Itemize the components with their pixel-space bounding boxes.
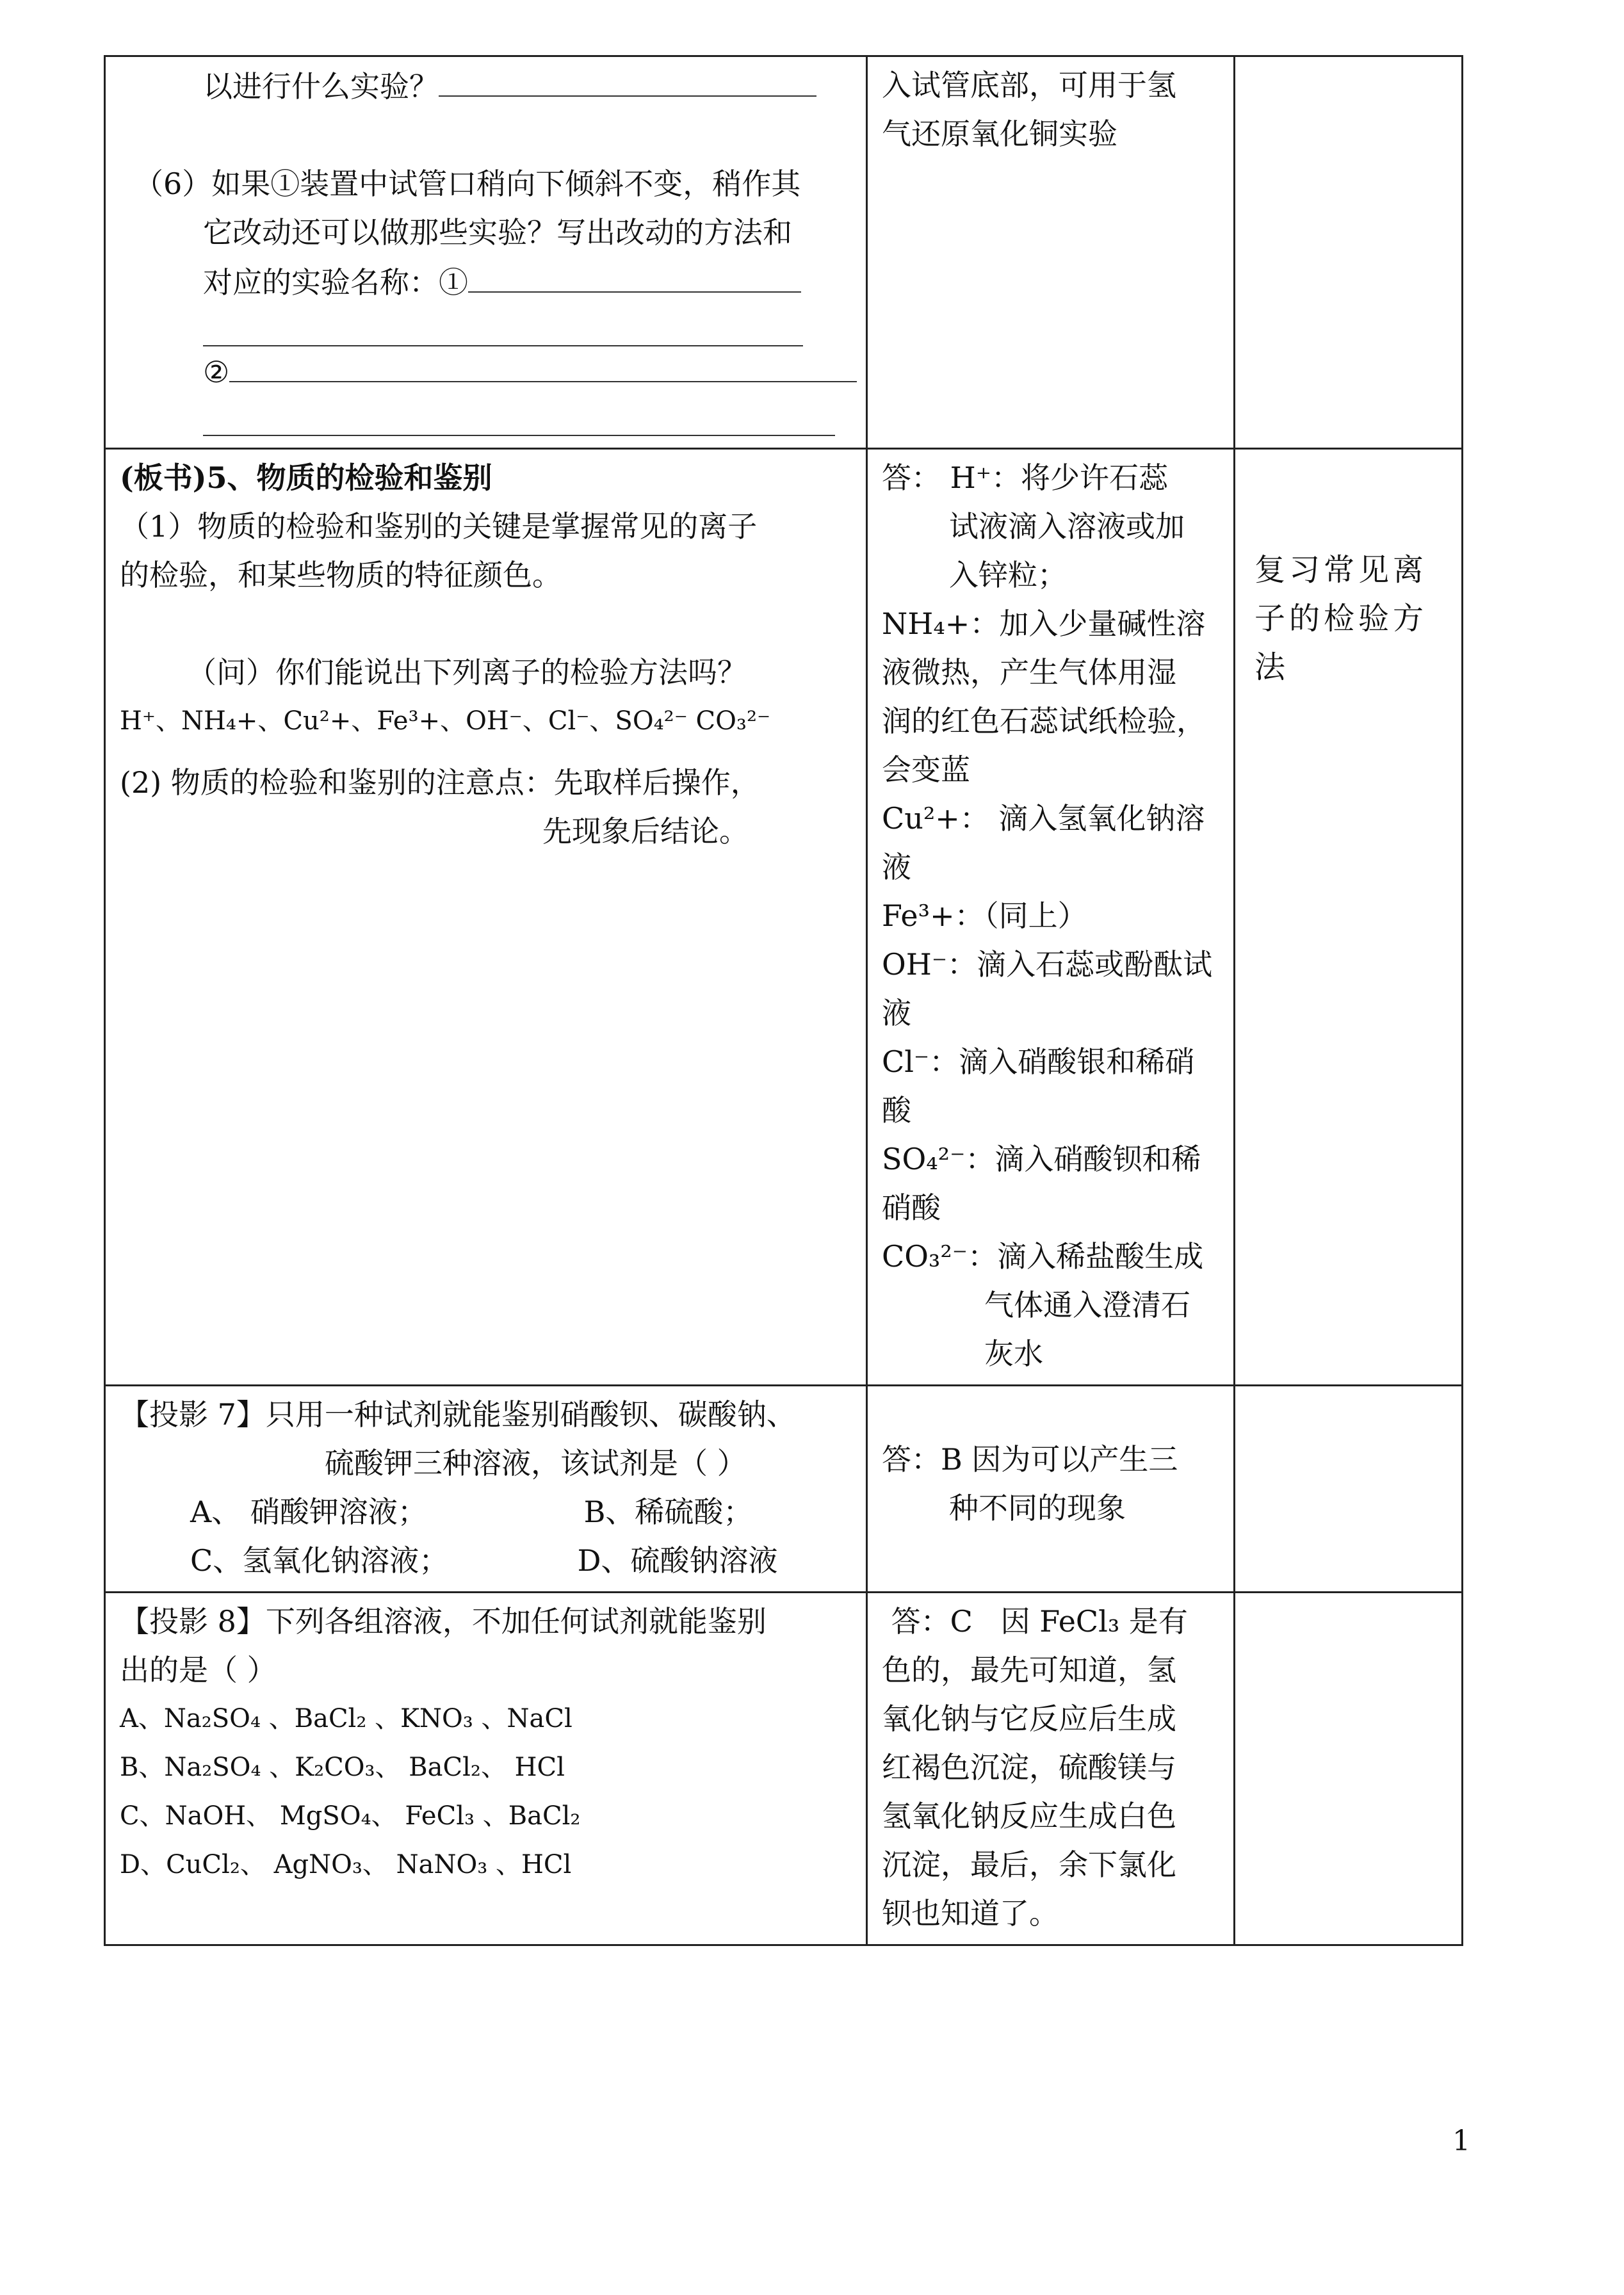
answer-text: 硝酸 (882, 1190, 941, 1225)
answer-text: 灰水 (984, 1336, 1043, 1371)
answer-blank (203, 396, 835, 436)
section-heading: (板书)5、物质的检验和鉴别 (120, 460, 492, 495)
question-text: ② (203, 355, 230, 389)
body-text: （1）物质的检验和鉴别的关键是掌握常见的离子 (120, 509, 758, 544)
answer-text: 会变蓝 (882, 752, 970, 787)
option-b: B、Na₂SO₄ 、K₂CO₃、 BaCl₂、 HCl (120, 1753, 565, 1782)
answer-text: 答：C 因 FeCl₃ 是有 (882, 1604, 1188, 1639)
teacher-activity-cell (105, 56, 867, 449)
answer-text: 钡也知道了。 (882, 1896, 1059, 1931)
body-text: (2) 物质的检验和鉴别的注意点：先取样后操作， (120, 765, 760, 800)
answer-text: 色的，最先可知道，氢 (882, 1653, 1176, 1687)
question-text: （6）如果①装置中试管口稍向下倾斜不变，稍作其 (134, 166, 801, 201)
student-activity-cell (867, 449, 1235, 1386)
design-intent-cell (1235, 449, 1463, 1386)
answer-text: 酸 (882, 1093, 911, 1128)
option-c: C、NaOH、 MgSO₄、 FeCl₃ 、BaCl₂ (120, 1801, 581, 1831)
option-a: A、 硝酸钾溶液； (190, 1495, 427, 1529)
intent-text: 法 (1255, 649, 1290, 685)
ion-list: H⁺、NH₄+、Cu²+、Fe³+、OH⁻、Cl⁻、SO₄²⁻ CO₃²⁻ (120, 706, 771, 736)
body-text: 先现象后结论。 (542, 814, 749, 848)
teacher-activity-cell (105, 1593, 867, 1945)
option-d: D、硫酸钠溶液 (577, 1543, 778, 1578)
option-d: D、CuCl₂、 AgNO₃、 NaNO₃ 、HCl (120, 1850, 572, 1879)
answer-text: 红褐色沉淀，硫酸镁与 (882, 1750, 1176, 1785)
intent-text: 子的检验方 (1255, 601, 1428, 637)
answer-text: Cu²+： 滴入氢氧化钠溶 (882, 801, 1205, 836)
answer-text: Cl⁻：滴入硝酸银和稀硝 (882, 1044, 1195, 1079)
option-b: B、稀硫酸； (583, 1495, 753, 1529)
answer-text: 氢氧化钠反应生成白色 (882, 1799, 1176, 1833)
answer-text: 答：B 因为可以产生三 (882, 1442, 1178, 1477)
student-activity-cell (867, 1593, 1235, 1945)
teacher-activity-cell (105, 449, 867, 1386)
answer-text: NH₄+：加入少量碱性溶 (882, 606, 1206, 641)
student-activity-cell (867, 56, 1235, 449)
answer-text: 液微热，产生气体用湿 (882, 655, 1176, 690)
answer-text: SO₄²⁻：滴入硝酸钡和稀 (882, 1142, 1201, 1176)
question-text: 硫酸钾三种溶液，该试剂是（ ） (325, 1446, 747, 1480)
answer-text: 氧化钠与它反应后生成 (882, 1701, 1176, 1736)
table-row (105, 56, 1463, 449)
answer-text: 入锌粒； (949, 558, 1067, 592)
answer-text: 答： H⁺：将少许石蕊 (882, 460, 1169, 495)
answer-text: 润的红色石蕊试纸检验， (882, 704, 1206, 738)
answer-blank (203, 307, 803, 346)
question-text: （问）你们能说出下列离子的检验方法吗？ (187, 655, 747, 690)
table-row (105, 449, 1463, 1386)
answer-text: Fe³+：（同上） (882, 898, 1087, 933)
answer-text: 液 (882, 996, 911, 1030)
table-row (105, 1593, 1463, 1945)
design-intent-cell (1235, 56, 1463, 449)
student-activity-cell (867, 1386, 1235, 1593)
design-intent-cell (1235, 1593, 1463, 1945)
answer-text: 种不同的现象 (949, 1491, 1126, 1525)
design-intent-cell (1235, 1386, 1463, 1593)
answer-text: 入试管底部，可用于氢 (882, 68, 1176, 102)
answer-text: 气体通入澄清石 (984, 1288, 1190, 1322)
option-c: C、氢氧化钠溶液； (190, 1543, 449, 1578)
table-row (105, 1386, 1463, 1593)
lesson-table (104, 55, 1463, 1946)
page-number: 1 (1452, 2125, 1470, 2157)
question-text: 【投影 8】下列各组溶液，不加任何试剂就能鉴别 (120, 1604, 767, 1639)
answer-text: 沉淀，最后，余下氯化 (882, 1847, 1176, 1882)
body-text: 的检验，和某些物质的特征颜色。 (120, 558, 562, 592)
answer-blank (229, 346, 857, 382)
answer-text: 气还原氧化铜实验 (882, 117, 1117, 151)
answer-blank (468, 257, 801, 293)
answer-text: 试液滴入溶液或加 (949, 509, 1185, 544)
option-a: A、Na₂SO₄ 、BaCl₂ 、KNO₃ 、NaCl (120, 1704, 572, 1733)
answer-text: OH⁻：滴入石蕊或酚酞试 (882, 947, 1213, 982)
question-text: 【投影 7】只用一种试剂就能鉴别硝酸钡、碳酸钠、 (120, 1397, 796, 1432)
answer-text: 液 (882, 850, 911, 884)
question-text: 出的是（ ） (120, 1653, 277, 1687)
answer-blank (439, 61, 816, 97)
intent-text: 复习常见离 (1255, 552, 1428, 588)
question-text: 以进行什么实验？ (203, 69, 439, 104)
answer-text: CO₃²⁻：滴入稀盐酸生成 (882, 1239, 1204, 1274)
question-text: 它改动还可以做那些实验？写出改动的方法和 (203, 215, 792, 250)
question-text: 对应的实验名称：① (203, 265, 468, 300)
teacher-activity-cell (105, 1386, 867, 1593)
